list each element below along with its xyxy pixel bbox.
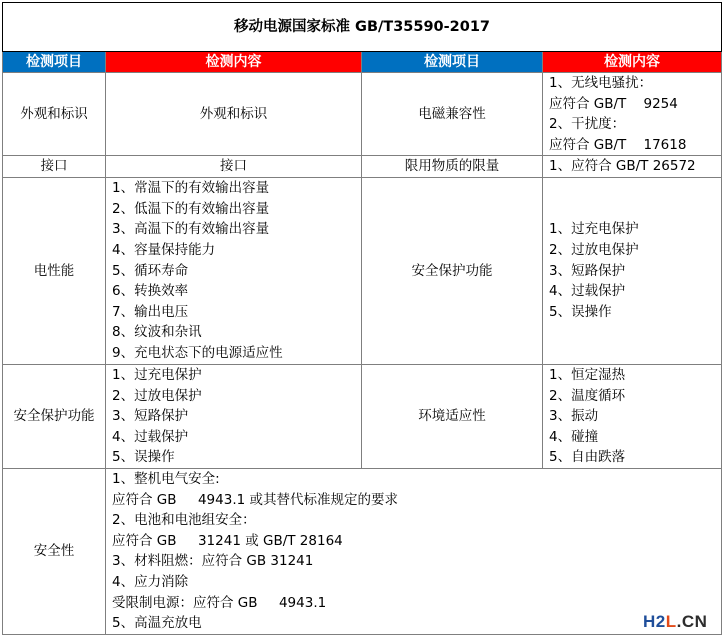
content-line: 应符合 GB/T 17618: [549, 136, 687, 153]
content-line: 接口: [220, 158, 247, 175]
row-item-safety: 安全性: [3, 468, 106, 634]
content-line: 3、振动: [549, 408, 599, 425]
row-content-safety-protection: [106, 364, 362, 468]
content-line: 2、过放电保护: [549, 242, 639, 259]
content-line: 9、充电状态下的电源适应性: [112, 345, 283, 362]
row-content-restricted: [543, 156, 722, 178]
standard-table: [2, 2, 722, 635]
row-content-safety: [106, 468, 722, 634]
row-content-interface: [106, 156, 362, 178]
content-line: 1、常温下的有效输出容量: [112, 180, 270, 197]
header-item-2: 检测项目: [362, 52, 543, 73]
content-line: 3、高温下的有效输出容量: [112, 221, 270, 238]
content-line: 3、短路保护: [112, 408, 189, 425]
row-item-safety-protection: 安全保护功能: [3, 364, 106, 468]
content-line: 2、过放电保护: [112, 387, 202, 404]
content-line: 应符合 GB 4943.1 或其替代标准规定的要求: [112, 491, 398, 508]
content-line: 2、电池和电池组安全：: [112, 512, 256, 529]
row-item-interface: 接口: [3, 156, 106, 178]
content-line: 5、自由跌落: [549, 449, 626, 466]
content-line: 1、整机电气安全:: [112, 471, 220, 488]
content-line: 4、容量保持能力: [112, 242, 216, 259]
content-line: 5、误操作: [549, 303, 612, 320]
row-item-restricted: 限用物质的限量: [362, 156, 543, 178]
header-content-1: 检测内容: [106, 52, 362, 73]
content-line: 3、材料阻燃：应符合 GB 31241: [112, 553, 314, 570]
row-item-electrical: 电性能: [3, 177, 106, 364]
watermark-part: H2: [643, 612, 666, 631]
content-line: 5、误操作: [112, 449, 175, 466]
row-item-appearance: 外观和标识: [3, 73, 106, 156]
content-line: 应符合 GB 31241 或 GB/T 28164: [112, 532, 343, 549]
row-content-emc: [543, 73, 722, 156]
content-line: 2、温度循环: [549, 387, 626, 404]
content-line: 应符合 GB/T 9254: [549, 95, 678, 112]
row-item-environment: 环境适应性: [362, 364, 543, 468]
content-line: 4、碰撞: [549, 428, 599, 445]
row-content-electrical: [106, 177, 362, 364]
content-line: 4、过载保护: [549, 283, 626, 300]
header-item-1: 检测项目: [3, 52, 106, 73]
content-line: 5、高温充放电: [112, 615, 202, 632]
content-line: 4、过载保护: [112, 428, 189, 445]
content-line: 7、输出电压: [112, 303, 189, 320]
content-line: 受限制电源：应符合 GB 4943.1: [112, 594, 327, 611]
content-line: 8、纹波和杂讯: [112, 324, 202, 341]
row-item-emc: 电磁兼容性: [362, 73, 543, 156]
site-watermark: [643, 612, 707, 632]
watermark-part: .CN: [676, 612, 708, 631]
content-line: 6、转换效率: [112, 283, 189, 300]
content-line: 1、无线电骚扰：: [549, 75, 653, 91]
row-content-environment: [543, 364, 722, 468]
content-line: 3、短路保护: [549, 262, 626, 279]
content-line: 1、恒定湿热: [549, 366, 626, 383]
table-title: 移动电源国家标准 GB/T35590-2017: [3, 3, 722, 52]
content-line: 2、低温下的有效输出容量: [112, 200, 270, 217]
header-content-2: 检测内容: [543, 52, 722, 73]
content-line: 2、干扰度：: [549, 116, 626, 133]
row-content-appearance: [106, 73, 362, 156]
content-line: 5、循环寿命: [112, 262, 189, 279]
row-content-protection: [543, 177, 722, 364]
content-line: 1、应符合 GB/T 26572: [549, 158, 696, 175]
content-line: 1、过充电保护: [112, 366, 202, 383]
content-line: 外观和标识: [199, 105, 268, 122]
row-item-protection: 安全保护功能: [362, 177, 543, 364]
watermark-part: L: [665, 612, 677, 631]
content-line: 4、应力消除: [112, 574, 189, 591]
content-line: 1、过充电保护: [549, 221, 639, 238]
